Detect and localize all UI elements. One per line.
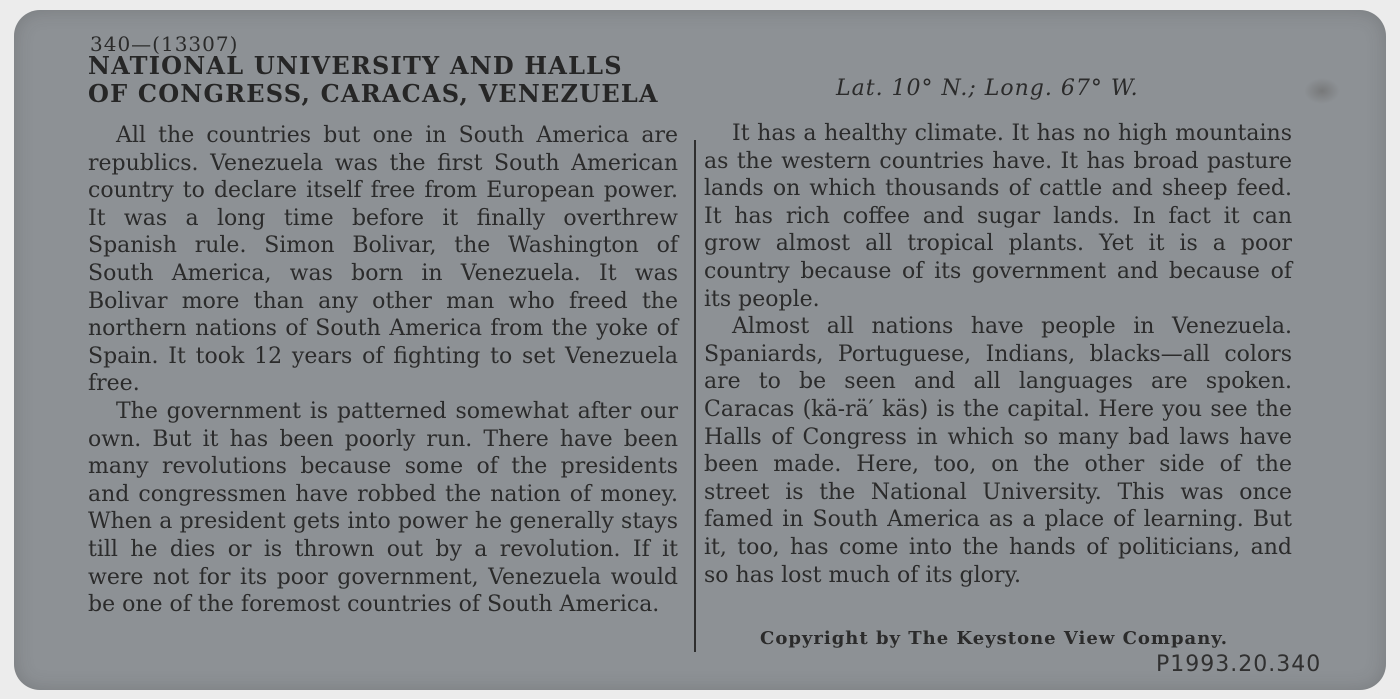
catalog-number: 340—(13307) <box>90 32 239 56</box>
copyright-notice: Copyright by The Keystone View Company. <box>760 628 1228 649</box>
ink-smudge <box>1304 78 1340 104</box>
paragraph: The government is patterned somewhat after our own. But it has been poorly run. There have been many revolutions because some of the presidents and congressmen have robbed the nation of money. When a president gets into power he generally stays till he dies or is thrown out by a revolution. If it were not for its poor government, Venezuela would be one of the foremost countries of South America. <box>88 398 678 618</box>
column-divider <box>694 140 696 652</box>
stereograph-card-back <box>14 10 1386 690</box>
coordinates: Lat. 10° N.; Long. 67° W. <box>836 76 1139 101</box>
paragraph: All the countries but one in South America are republics. Venezuela was the first South American country to declare itself free from European power. It was a long time before it finally overthrew Spanish rule. Simon Bolivar, the Washington of South America, was born in Venezuela. It was Bolivar more than any other man who freed the northern nations of South America from the yoke of Spain. It took 12 years of fighting to set Venezuela free. <box>88 123 678 397</box>
card-title <box>88 52 659 108</box>
paragraph: Almost all nations have people in Venezuela. Spaniards, Portuguese, Indians, blacks—all colors are to be seen and all languages are spoken. Caracas (kä-rä′ käs) is the capital. Here you see the Halls of Congress in which so many bad laws have been made. Here, too, on the other side of the street is the National University. This was once famed in South America as a place of learning. But it, too, has come into the hands of politicians, and so has lost much of its glory. <box>704 314 1292 588</box>
paragraph: It has a healthy climate. It has no high mountains as the western countries have. It has broad pasture lands on which thousands of cattle and sheep feed. It has rich coffee and sugar lands. In fact it can grow almost all tropical plants. Yet it is a poor country because of its government and because of its people. <box>704 121 1292 312</box>
title-line-2: OF CONGRESS, CARACAS, VENEZUELA <box>88 79 659 108</box>
title-line-1: NATIONAL UNIVERSITY AND HALLS <box>88 51 623 80</box>
right-text-column <box>704 120 1292 589</box>
accession-number: P1993.20.340 <box>1156 652 1322 677</box>
left-text-column <box>88 122 678 619</box>
